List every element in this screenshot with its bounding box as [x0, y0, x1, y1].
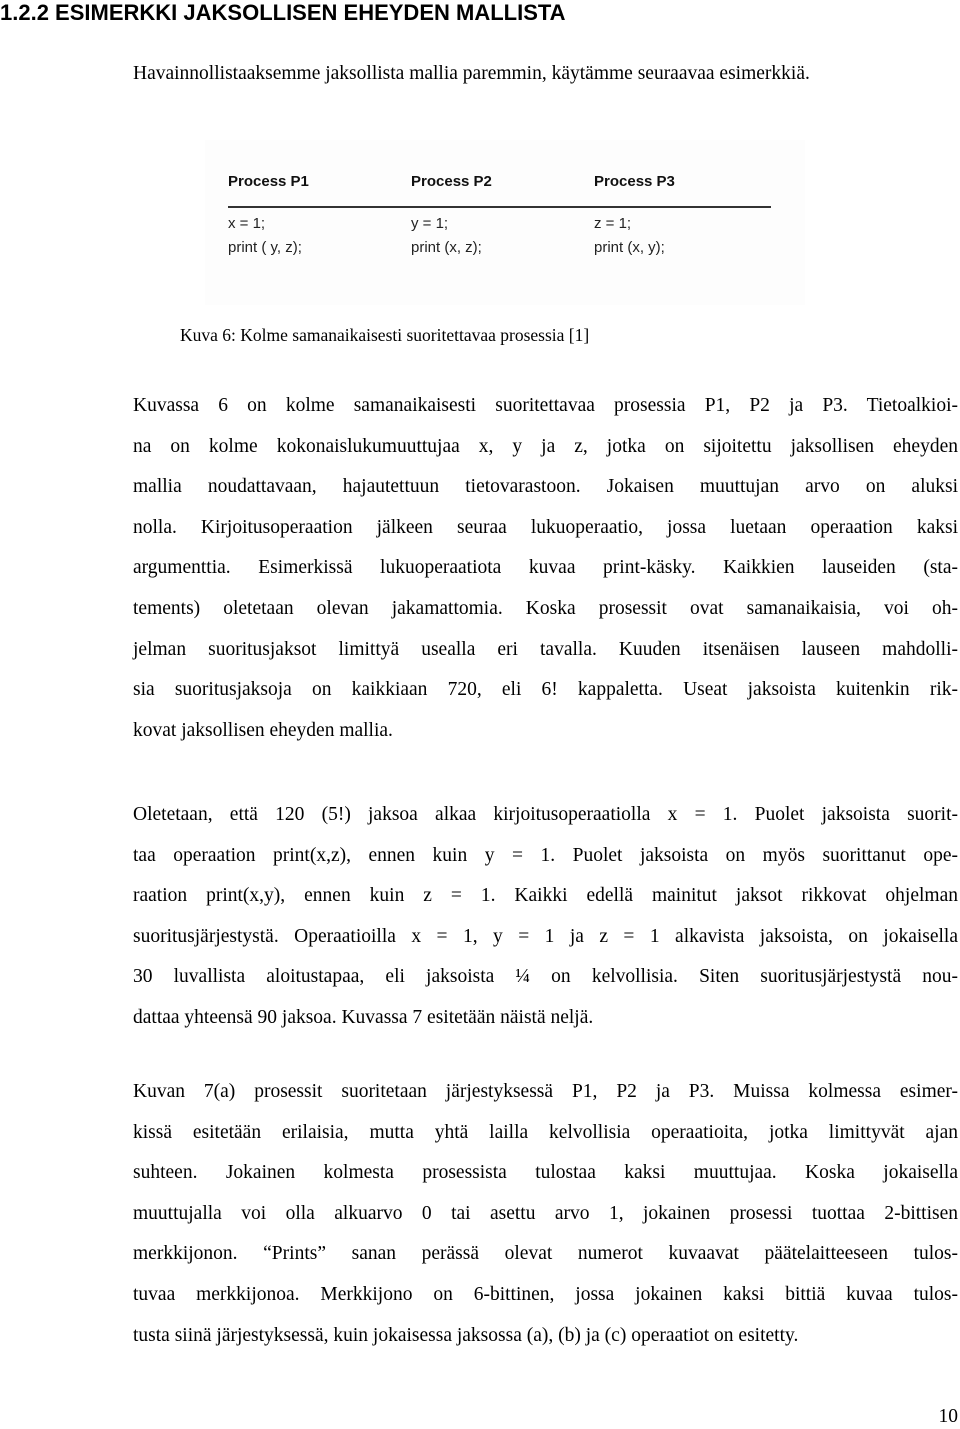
paragraph-line: Kuvan 7(a) prosessit suoritetaan järjestyksessä P1, P2 ja P3. Muissa kolmessa esimer- — [133, 1081, 958, 1102]
paragraph-line: kovat jaksollisen eheyden mallia. — [133, 719, 393, 741]
paragraph-line: merkkijonon. “Prints” sanan perässä olevat numerot kuvaavat päätelaitteeseen tulos- — [133, 1243, 958, 1265]
figure-p2-line1: y = 1; — [411, 215, 449, 232]
paragraph-line: na on kolme kokonaislukumuuttujaa x, y ja z, jotka on sijoitettu jaksollisen eheyden — [133, 435, 958, 457]
paragraph-line: dattaa yhteensä 90 jaksoa. Kuvassa 7 esitetään näistä neljä. — [133, 1006, 594, 1028]
paragraph-line: kissä esitetään erilaisia, mutta yhtä lailla kelvollisia operaatioita, jotka limittyvät ajan — [133, 1121, 958, 1143]
paragraph-line: sia suoritusjaksoja on kaikkiaan 720, eli 6! kappaletta. Useat jaksoista kuitenkin rik- — [133, 679, 958, 701]
paragraph-line: tuvaa merkkijonoa. Merkkijono on 6-bittinen, jossa jokainen kaksi bittiä kuvaa tulos- — [133, 1283, 958, 1305]
paragraph-line: 30 luvallista aloitustapaa, eli jaksoista ¼ on kelvollisia. Siten suoritusjärjestystä nou- — [133, 966, 958, 988]
paragraph-line: argumenttia. Esimerkissä lukuoperaatiota kuvaa print-käsky. Kaikkien lauseiden (sta- — [133, 557, 958, 579]
page-number: 10 — [938, 1406, 958, 1427]
section-heading: 1.2.2 ESIMERKKI JAKSOLLISEN EHEYDEN MALLISTA — [0, 0, 566, 25]
figure-p2-line2: print (x, z); — [411, 239, 482, 256]
paragraph-line: muuttujalla voi olla alkuarvo 0 tai asettu arvo 1, jokainen prosessi tuottaa 2-bittisen — [133, 1202, 958, 1224]
figure-header-p2: Process P2 — [411, 173, 492, 190]
paragraph-line: taa operaation print(x,z), ennen kuin y = 1. Puolet jaksoista on myös suorittanut ope- — [133, 844, 958, 866]
paragraph-line: nolla. Kirjoitusoperaation jälkeen seuraa lukuoperaatio, jossa luetaan operaation kaksi — [133, 516, 958, 538]
figure-divider — [228, 206, 771, 208]
paragraph-3 — [133, 1077, 958, 1361]
paragraph-line: Kuvassa 6 on kolme samanaikaisesti suoritettavaa prosessia P1, P2 ja P3. Tietoalkioi- — [133, 395, 958, 416]
process-figure — [205, 140, 805, 305]
figure-p3-line1: z = 1; — [594, 215, 632, 232]
paragraph-1 — [133, 391, 958, 756]
figure-caption: Kuva 6: Kolme samanaikaisesti suoritettavaa prosessia [1] — [180, 325, 590, 345]
paragraph-line: mallia noudattavaan, hajautettuun tietovarastoon. Jokaisen muuttujan arvo on aluksi — [133, 476, 958, 498]
paragraph-line: tements) oletetaan olevan jakamattomia. Koska prosessit ovat samanaikaisia, voi oh- — [133, 597, 958, 619]
paragraph-line: jelman suoritusjaksot limittyä usealla eri tavalla. Kuuden itsenäisen lauseen mahdolli- — [133, 638, 958, 660]
figure-p1-line2: print ( y, z); — [228, 239, 302, 256]
paragraph-line: suhteen. Jokainen kolmesta prosessista tulostaa kaksi muuttujaa. Koska jokaisella — [133, 1162, 958, 1184]
paragraph-line: raation print(x,y), ennen kuin z = 1. Kaikki edellä mainitut jaksot rikkovat ohjelman — [133, 885, 958, 907]
intro-paragraph: Havainnollistaaksemme jaksollista mallia paremmin, käytämme seuraavaa esimerkkiä. — [133, 63, 810, 84]
paragraph-line: tusta siinä järjestyksessä, kuin jokaisessa jaksossa (a), (b) ja (c) operaatiot on esitetty. — [133, 1324, 799, 1346]
figure-header-p1: Process P1 — [228, 173, 309, 190]
figure-p3-line2: print (x, y); — [594, 239, 665, 256]
figure-header-p3: Process P3 — [594, 173, 675, 190]
paragraph-line: Oletetaan, että 120 (5!) jaksoa alkaa kirjoitusoperaatiolla x = 1. Puolet jaksoista suorit- — [133, 804, 958, 825]
paragraph-2 — [133, 800, 958, 1044]
figure-p1-line1: x = 1; — [228, 215, 266, 232]
paragraph-line: suoritusjärjestystä. Operaatioilla x = 1, y = 1 ja z = 1 alkavista jaksoista, on jokaisella — [133, 925, 958, 947]
